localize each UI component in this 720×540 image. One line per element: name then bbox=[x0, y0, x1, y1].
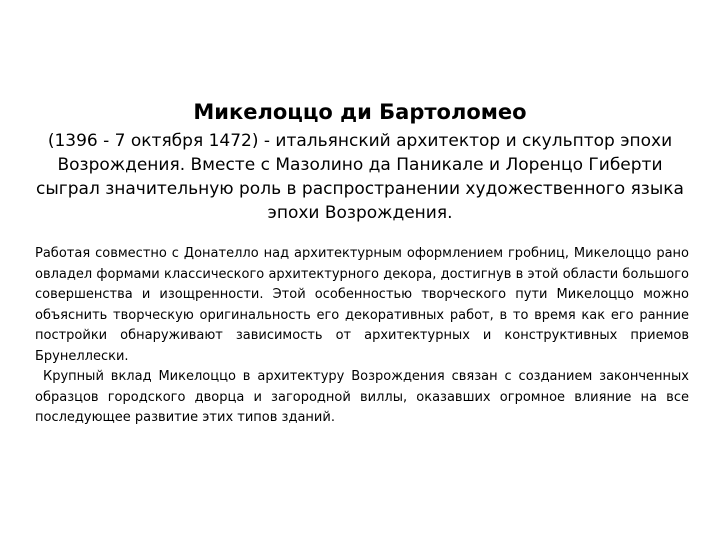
body-paragraph: Работая совместно с Донателло над архитектурным оформлением гробниц, Микелоццо рано овладел формами классического архитектурного декора, достигнув в этой области большого совершенства и изощренности. Этой особенностью творческого пути Микелоццо можно объяснить творческую оригинальность его декоративных работ, в то время как его ранние постройки обнаруживают зависимость от архитектурных и конструктивных приемов Брунеллески. bbox=[35, 246, 689, 364]
heading-block bbox=[30, 97, 690, 225]
slide-subtitle: (1396 - 7 октября 1472) - итальянский архитектор и скульптор эпохи Возрождения. Вместе с Мазолино да Паникале и Лоренцо Гиберти сыграл значительную роль в распространении художественного языка эпохи Возрождения. bbox=[36, 131, 684, 223]
body-text bbox=[35, 244, 689, 429]
slide-title: Микелоццо ди Бартоломео bbox=[193, 100, 527, 124]
body-paragraph: Крупный вклад Микелоццо в архитектуру Возрождения связан с созданием законченных образцов городского дворца и загородной виллы, оказавших огромное влияние на все последующее развитие этих типов зданий. bbox=[35, 369, 689, 425]
